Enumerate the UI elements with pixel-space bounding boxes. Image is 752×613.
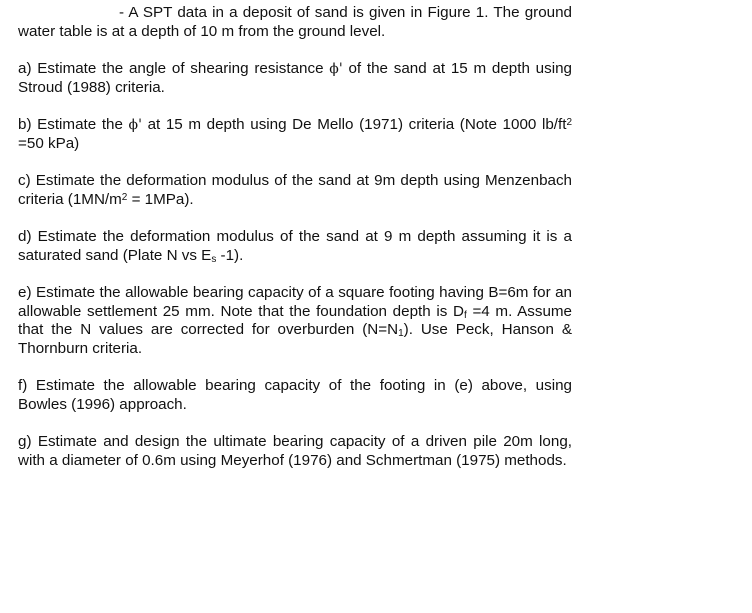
intro-paragraph: - A SPT data in a deposit of sand is given in Figure 1. The ground water table is at a depth of 10 m from the ground level. (18, 4, 572, 40)
question-d (18, 228, 572, 265)
superscript: 2 (121, 191, 128, 203)
question-a (18, 60, 572, 97)
question-e-text-end: ). Use Peck, Hanson & Thornburn criteria. (18, 321, 572, 357)
question-a-text-start: a) Estimate the angle of shearing resistance (18, 60, 330, 77)
question-c-text-end: = 1MPa). (127, 190, 194, 208)
question-c-text-start: c) Estimate the deformation modulus of the sand at 9m depth using Menzenbach criteria (1MN/m (18, 172, 572, 208)
subscript: 1 (398, 328, 404, 339)
subscript: f (463, 309, 467, 321)
question-b-text-middle: at 15 m depth using De Mello (1971) criteria (Note 1000 lb/ft (141, 116, 567, 133)
superscript: 2 (566, 117, 572, 128)
question-d-text-end: -1). (216, 246, 244, 264)
question-g: g) Estimate and design the ultimate bearing capacity of a driven pile 20m long, with a diameter of 0.6m using Meyerhof (1976) and Schmertman (1975) methods. (18, 433, 572, 469)
question-b-text-end: =50 kPa) (18, 134, 80, 152)
phi-symbol: ϕ' (329, 61, 343, 77)
question-e (18, 284, 572, 358)
phi-symbol: ϕ' (128, 117, 142, 133)
question-e-text-start: e) Estimate the allowable bearing capacity of a square footing having B=6m for an allowable settlement 25 mm. Note that the foundation depth is D (18, 284, 572, 320)
question-f: f) Estimate the allowable bearing capacity of the footing in (e) above, using Bowles (1996) approach. (18, 377, 572, 413)
problem-sheet (18, 4, 572, 489)
question-b (18, 116, 572, 153)
question-e-text-middle: =4 m. Assume that the N values are corrected for overburden (N=N (18, 302, 573, 338)
subscript: s (211, 253, 217, 265)
question-c (18, 172, 572, 209)
question-b-text-start: b) Estimate the (18, 116, 129, 133)
question-d-text-start: d) Estimate the deformation modulus of the sand at 9 m depth assuming it is a saturated sand (Plate N vs E (18, 228, 572, 264)
question-a-text-end: of the sand at 15 m depth using Stroud (1988) criteria. (18, 60, 572, 96)
